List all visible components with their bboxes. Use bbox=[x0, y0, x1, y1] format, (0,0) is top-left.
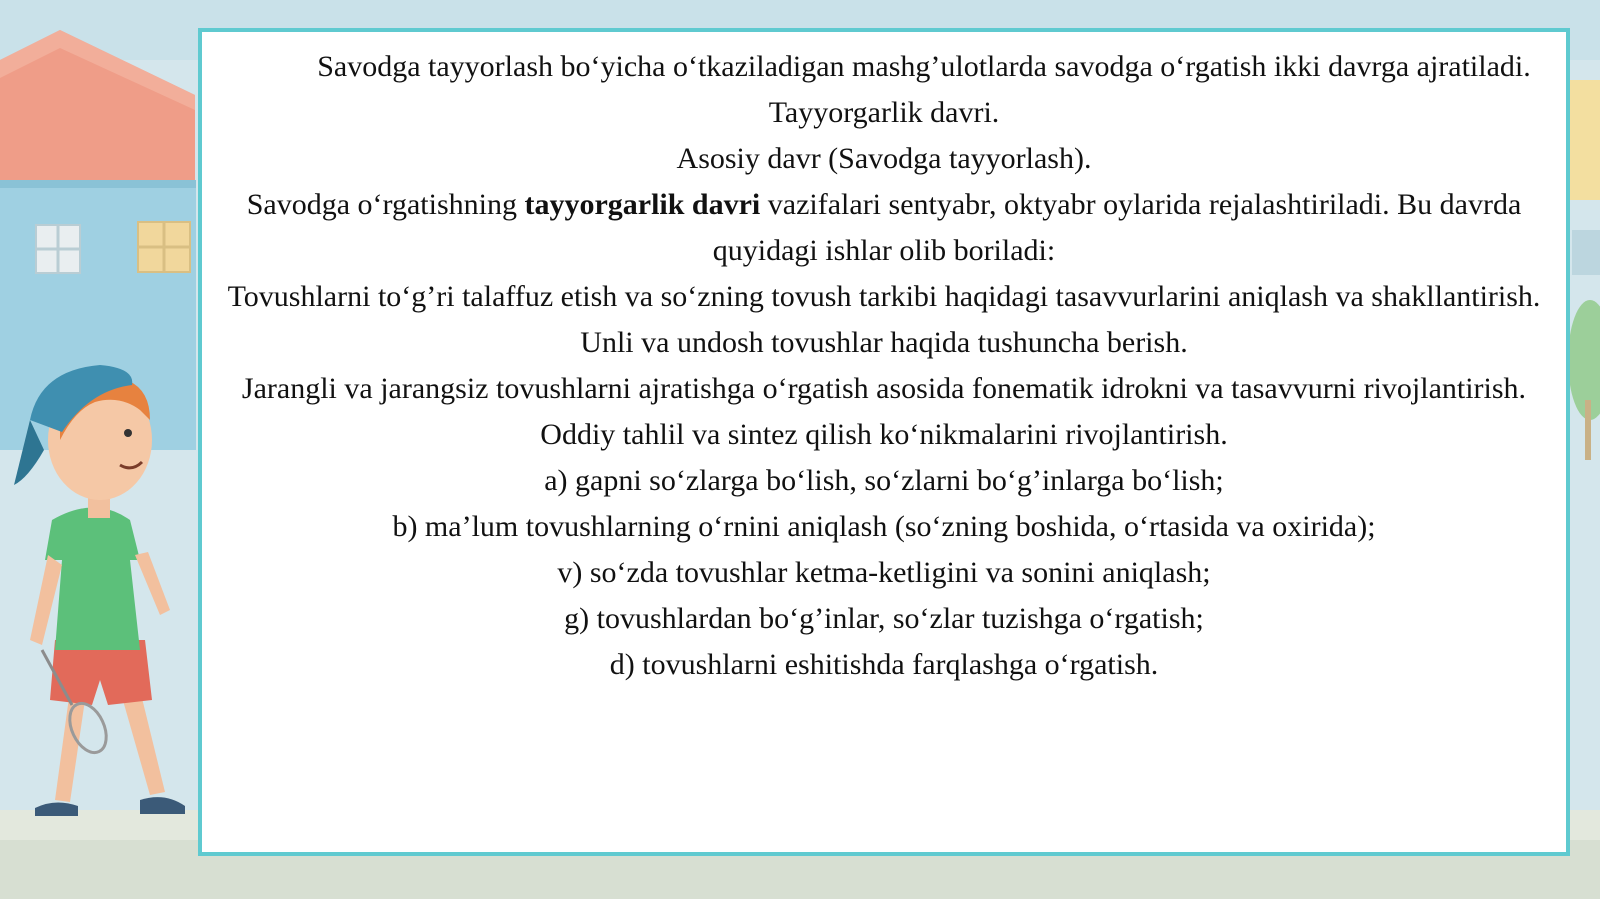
sub-item-b: b) ma’lum tovushlarning o‘rnini aniqlash (so‘zning boshida, o‘rtasida va oxirida); bbox=[392, 510, 1376, 543]
paragraph-preparatory-tasks bbox=[222, 182, 1546, 274]
sub-item-v: v) so‘zda tovushlar ketma-ketligini va sonini aniqlash; bbox=[557, 556, 1211, 589]
list-item-vowels-consonants: Unli va undosh tovushlar haqida tushuncha berish. bbox=[580, 326, 1188, 359]
paragraph-period-2: Asosiy davr (Savodga tayyorlash). bbox=[676, 142, 1092, 175]
paragraph-period-1: Tayyorgarlik davri. bbox=[768, 96, 1000, 129]
paragraph-intro: Savodga tayyorlash bo‘yicha o‘tkaziladigan mashg’ulotlarda savodga o‘rgatish ikki davrga ajratiladi. bbox=[317, 50, 1531, 83]
list-item-voiced-voiceless: Jarangli va jarangsiz tovushlarni ajratishga o‘rgatish asosida fonematik idrokni va tasavvurni rivojlantirish. bbox=[241, 372, 1527, 405]
sub-item-a: a) gapni so‘zlarga bo‘lish, so‘zlarni bo‘g’inlarga bo‘lish; bbox=[544, 464, 1224, 497]
paragraph-preparatory-tasks-start: Savodga o‘rgatishning bbox=[246, 188, 525, 221]
text-card bbox=[198, 28, 1570, 856]
preparatory-period-term: tayyorgarlik davri bbox=[524, 188, 761, 221]
list-item-pronunciation: Tovushlarni to‘g’ri talaffuz etish va so‘zning tovush tarkibi haqidagi tasavvurlarini aniqlash va shakllantirish. bbox=[227, 280, 1541, 313]
paragraph-preparatory-tasks-end: vazifalari sentyabr, oktyabr oylarida rejalashtiriladi. Bu davrda quyidagi ishlar olib boriladi: bbox=[712, 188, 1522, 267]
sub-item-g: g) tovushlardan bo‘g’inlar, so‘zlar tuzishga o‘rgatish; bbox=[564, 602, 1204, 635]
list-item-analysis-synthesis: Oddiy tahlil va sintez qilish ko‘nikmalarini rivojlantirish. bbox=[540, 418, 1228, 451]
sub-item-d: d) tovushlarni eshitishda farqlashga o‘rgatish. bbox=[609, 648, 1159, 681]
